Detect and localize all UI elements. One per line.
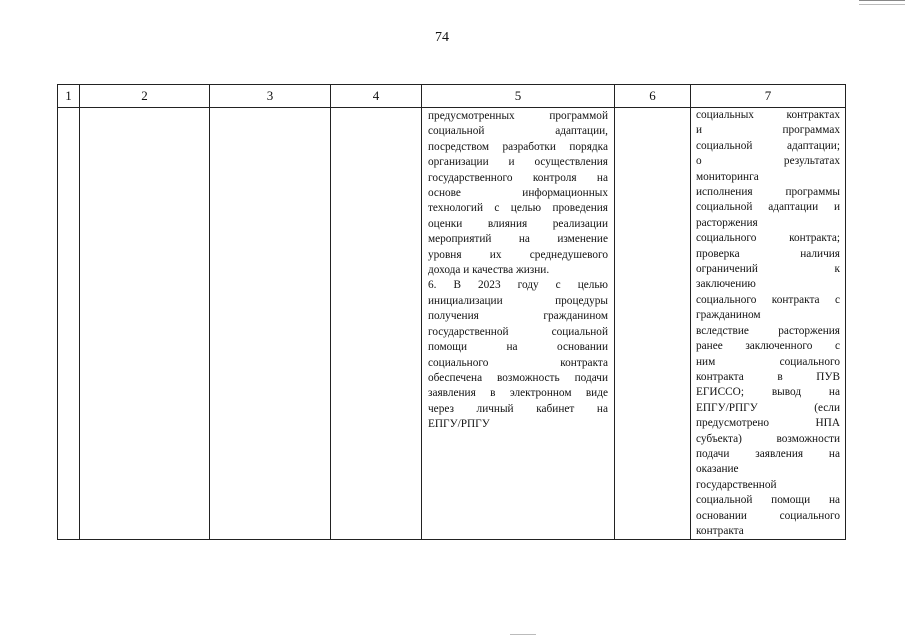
text-line: контракта [696,524,744,537]
text-line: исполнения программы [696,186,840,199]
text-line: социальной адаптации и [696,201,840,214]
column-header-3: 3 [210,85,331,108]
text-line: уровня их среднедушевого [428,248,608,261]
text-line: основе информационных [428,187,608,200]
text-line: получения гражданином [428,310,608,323]
text-line: о результатах [696,155,840,168]
text-line: государственной социальной [428,325,608,338]
text-line: дохода и качества жизни. [428,264,550,277]
text-line: основании социального [696,509,840,522]
text-line: социального контракта; [696,232,840,245]
column-header-7: 7 [691,85,846,108]
text-line: оценки влияния реализации [428,217,608,230]
column-header-4: 4 [331,85,422,108]
text-line: социальных контрактах [696,109,840,121]
text-line: и программах [696,124,840,137]
text-line: социального контракта [428,356,608,369]
column-header-5: 5 [422,85,615,108]
document-table [57,84,846,540]
text-line: ним социального [696,355,840,368]
text-line: помощи на основании [428,341,608,354]
text-line: ограничений к [696,263,840,276]
cell-col-4 [331,108,422,540]
text-line: 6. В 2023 году с целью [428,279,608,292]
column-header-2: 2 [80,85,210,108]
col-5-text [422,108,614,433]
text-line: вследствие расторжения [696,324,840,337]
text-line: технологий с целью проведения [428,202,608,215]
cell-col-2 [80,108,210,540]
table-row [58,108,846,540]
text-line: через личный кабинет на [428,402,608,415]
cell-col-5 [422,108,615,540]
text-line: ЕГИССО; вывод на [696,386,840,399]
cell-col-1 [58,108,80,540]
text-line: посредством разработки порядка [428,140,608,153]
text-line: мероприятий на изменение [428,233,608,246]
cell-col-3 [210,108,331,540]
text-line: гражданином [696,309,761,322]
scan-smudge [510,634,536,639]
scan-edge-mark [859,0,905,5]
text-line: ЕПГУ/РПГУ (если [696,401,840,414]
text-line: расторжения [696,216,758,229]
column-header-1: 1 [58,85,80,108]
col-7-text [691,108,845,539]
text-line: социальной адаптации; [696,139,840,152]
text-line: государственной [696,478,777,491]
text-line: предусмотрено НПА [696,417,840,430]
cell-col-7 [691,108,846,540]
column-header-6: 6 [615,85,691,108]
page-number: 74 [435,30,449,45]
text-line: ЕПГУ/РПГУ [428,418,490,431]
text-line: заключению [696,278,756,291]
cell-col-6 [615,108,691,540]
text-line: государственного контроля на [428,171,608,184]
text-line: организации и осуществления [428,156,608,169]
text-line: социального контракта с [696,293,840,306]
text-line: субъекта) возможности [696,432,840,445]
table-header-row [58,85,846,108]
text-line: оказание [696,463,739,476]
text-line: контракта в ПУВ [696,370,840,383]
text-line: проверка наличия [696,247,840,260]
text-line: ранее заключенного с [696,340,840,353]
text-line: мониторинга [696,170,759,183]
text-line: социальной помощи на [696,494,840,507]
text-line: социальной адаптации, [428,125,608,138]
text-line: заявления в электронном виде [428,387,608,400]
text-line: подачи заявления на [696,447,840,460]
text-line: обеспечена возможность подачи [428,371,608,384]
text-line: предусмотренных программой [428,110,608,122]
text-line: инициализации процедуры [428,294,608,307]
